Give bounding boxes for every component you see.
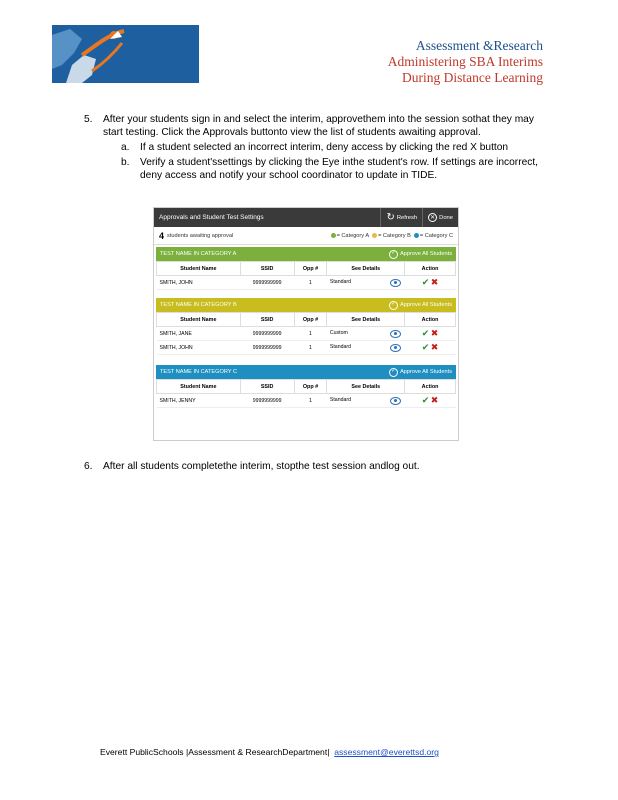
opportunity-number: 1: [294, 276, 327, 290]
category-header: [156, 298, 456, 312]
approve-check-icon[interactable]: ✔: [421, 342, 430, 352]
action-cell: [405, 276, 456, 290]
eye-icon[interactable]: [390, 279, 401, 287]
check-circle-icon: ✓: [389, 301, 398, 310]
details-cell: [327, 394, 405, 408]
step-number: 6.: [84, 461, 93, 472]
close-icon: ✕: [430, 214, 436, 221]
category-name: TEST NAME IN CATEGORY B: [160, 302, 237, 308]
column-header: Action: [405, 262, 456, 276]
student-name: SMITH, JENNY: [157, 394, 241, 408]
student-ssid: 9999999999: [240, 276, 294, 290]
document-header: [388, 38, 543, 86]
column-header: SSID: [240, 313, 294, 327]
approve-all-label: Approve All Students: [400, 302, 452, 308]
step-text: If a student selected an incorrect interim, deny access by clicking the red X button: [140, 142, 509, 153]
table-header-row: [157, 380, 456, 394]
column-header: SSID: [240, 380, 294, 394]
approve-all-label: Approve All Students: [400, 369, 452, 375]
category-c-dot: [414, 233, 419, 238]
table-header-row: [157, 262, 456, 276]
legend-label: = Category A: [336, 232, 370, 239]
step-number: 5.: [84, 114, 93, 125]
student-name: SMITH, JANE: [157, 327, 241, 341]
column-header: Student Name: [157, 262, 241, 276]
settings-type: Standard: [329, 343, 351, 350]
settings-type: Custom: [329, 329, 348, 336]
column-header: Action: [405, 313, 456, 327]
district-logo: [52, 25, 199, 83]
student-ssid: 9999999999: [240, 327, 294, 341]
approve-all-button[interactable]: [389, 301, 452, 310]
table-row: [157, 394, 456, 408]
column-header: Student Name: [157, 380, 241, 394]
step-number: a.: [121, 142, 130, 153]
category-name: TEST NAME IN CATEGORY C: [160, 369, 237, 375]
logo-graphic: [52, 25, 199, 83]
table-header-row: [157, 313, 456, 327]
instruction-steps: [84, 113, 554, 182]
approve-all-button[interactable]: [389, 368, 452, 377]
deny-x-icon[interactable]: ✖: [430, 277, 439, 287]
approvals-title: Approvals and Student Test Settings: [159, 214, 264, 221]
column-header: See Details: [327, 313, 405, 327]
approve-all-button[interactable]: [389, 250, 452, 259]
column-header: See Details: [327, 380, 405, 394]
category-a-dot: [331, 233, 336, 238]
column-header: Student Name: [157, 313, 241, 327]
refresh-label: Refresh: [396, 214, 418, 221]
legend-item-c: [414, 233, 453, 239]
header-line-2: Administering SBA Interims: [387, 54, 543, 69]
category-header: [156, 365, 456, 379]
column-header: Opp #: [294, 313, 327, 327]
opportunity-number: 1: [294, 327, 327, 341]
category-name: TEST NAME IN CATEGORY A: [160, 251, 237, 257]
approvals-title-bar: [154, 208, 458, 227]
legend-label: = Category B: [378, 232, 411, 239]
details-cell: [327, 276, 405, 290]
deny-x-icon[interactable]: ✖: [430, 395, 439, 405]
legend-item-b: [372, 233, 411, 239]
details-cell: [327, 341, 405, 355]
category-c-section: [156, 365, 456, 408]
check-circle-icon: ✓: [389, 250, 398, 259]
category-legend: [331, 233, 453, 239]
category-header: [156, 247, 456, 261]
deny-x-icon[interactable]: ✖: [430, 328, 439, 338]
awaiting-label: students awaiting approval: [167, 232, 234, 239]
opportunity-number: 1: [294, 341, 327, 355]
eye-icon[interactable]: [390, 330, 401, 338]
student-table: [156, 312, 456, 355]
page-footer: [100, 747, 560, 757]
refresh-button[interactable]: [380, 208, 422, 227]
deny-x-icon[interactable]: ✖: [430, 342, 439, 352]
approve-check-icon[interactable]: ✔: [421, 277, 430, 287]
header-line-1: Assessment &Research: [415, 38, 543, 53]
settings-type: Standard: [329, 396, 351, 403]
opportunity-number: 1: [294, 394, 327, 408]
column-header: SSID: [240, 262, 294, 276]
student-name: SMITH, JOHN: [157, 276, 241, 290]
action-cell: [405, 394, 456, 408]
table-row: [157, 276, 456, 290]
check-circle-icon: ✓: [389, 368, 398, 377]
column-header: Action: [405, 380, 456, 394]
settings-type: Standard: [329, 278, 351, 285]
eye-icon[interactable]: [390, 397, 401, 405]
footer-email-link[interactable]: assessment@everettsd.org: [334, 747, 439, 757]
column-header: Opp #: [294, 380, 327, 394]
column-header: Opp #: [294, 262, 327, 276]
action-cell: [405, 327, 456, 341]
approvals-screenshot: [153, 207, 459, 441]
legend-item-a: [331, 233, 370, 239]
approve-check-icon[interactable]: ✔: [421, 395, 430, 405]
step-5a: [121, 141, 554, 154]
category-a-section: [156, 247, 456, 290]
header-line-3: During Distance Learning: [402, 70, 543, 85]
table-row: [157, 327, 456, 341]
category-b-section: [156, 298, 456, 355]
footer-text: Everett PublicSchools |Assessment & ResearchDepartment|: [100, 747, 330, 757]
action-cell: [405, 341, 456, 355]
eye-icon[interactable]: [390, 344, 401, 352]
column-header: See Details: [327, 262, 405, 276]
approve-all-label: Approve All Students: [400, 251, 452, 257]
step-6: [84, 460, 554, 473]
step-number: b.: [121, 157, 130, 168]
step-5b: [121, 156, 554, 182]
step-text: After all students completethe interim, stopthe test session andlog out.: [103, 461, 420, 472]
step-5: [84, 113, 554, 139]
legend-label: = Category C: [419, 232, 453, 239]
approval-summary: [154, 227, 458, 245]
awaiting-count: 4: [159, 230, 165, 241]
student-name: SMITH, JOHN: [157, 341, 241, 355]
student-ssid: 9999999999: [240, 341, 294, 355]
refresh-icon: ↻: [386, 211, 395, 223]
category-b-dot: [372, 233, 377, 238]
done-label: Done: [439, 214, 453, 221]
student-table: [156, 261, 456, 290]
step-text: Verify a student'ssettings by clicking the Eye inthe student's row. If settings are incorrect, deny access and notify your school coordinator to update in TIDE.: [140, 157, 539, 181]
done-button[interactable]: [422, 208, 458, 227]
student-table: [156, 379, 456, 408]
step-text: After your students sign in and select the interim, approvethem into the session sothat they may start testing. Click the Approvals buttonto view the list of students awaiting approval.: [103, 114, 534, 138]
student-ssid: 9999999999: [240, 394, 294, 408]
table-row: [157, 341, 456, 355]
approve-check-icon[interactable]: ✔: [421, 328, 430, 338]
details-cell: [327, 327, 405, 341]
